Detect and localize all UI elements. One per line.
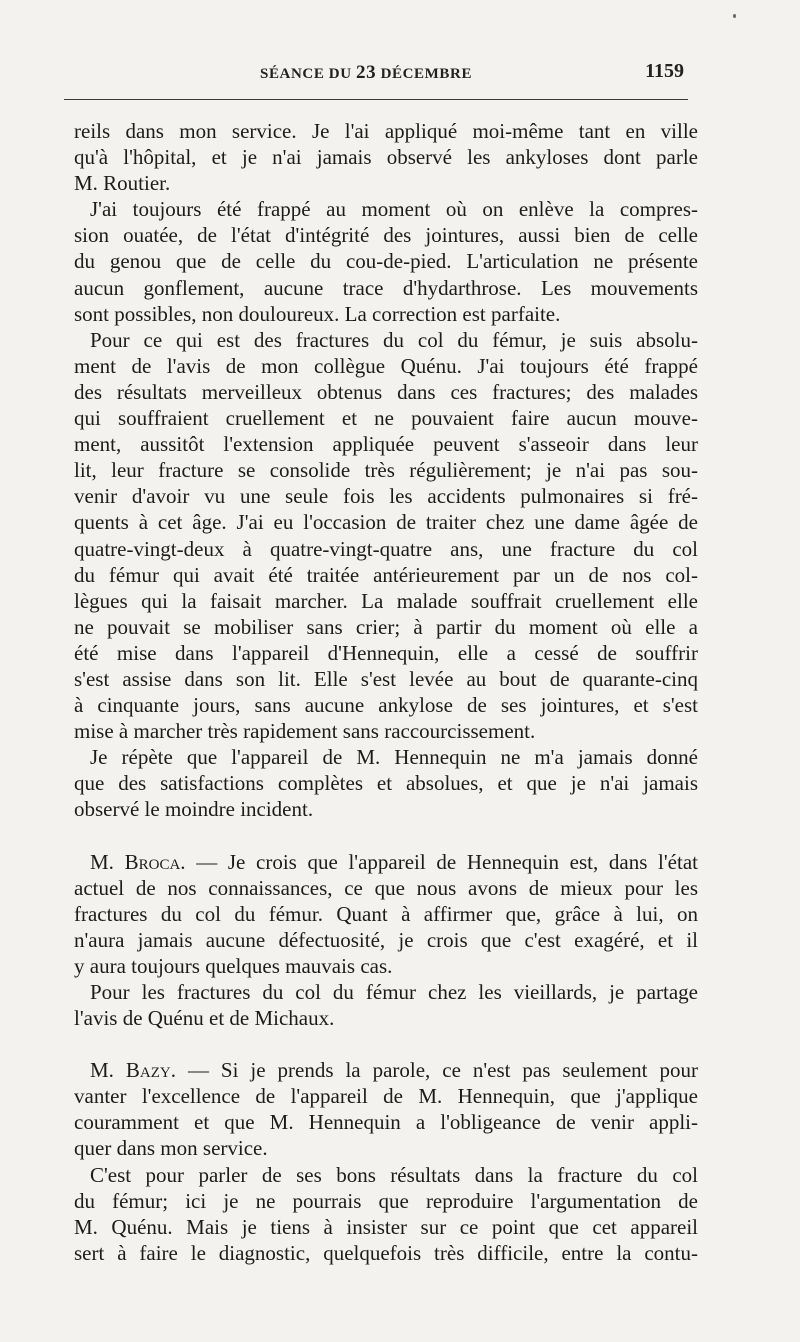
text-line: y aura toujours quelques mauvais cas. [74,953,393,978]
speaker-name: Broca [124,849,181,874]
text-line: mise à marcher très rapidement sans raccourcissement. [74,719,536,744]
text-line: du fémur qui avait été traitée antérieurement par un de nos col- [74,562,698,587]
text-line: sont possibles, non douloureux. La correction est parfaite. [74,301,561,326]
text-line: du fémur; ici je ne pourrais que reproduire l'argumentation de [74,1188,698,1213]
header-rule [64,99,688,100]
text-line: vanter l'excellence de l'appareil de M. Hennequin, que j'applique [74,1084,698,1109]
text-line: aucun gonflement, aucune trace d'hydarthrose. Les mouvements [74,275,698,300]
text-line: quer dans mon service. [74,1136,268,1161]
text-line: Je répète que l'appareil de M. Hennequin ne m'a jamais donné [90,745,698,770]
paragraph-3 [74,327,698,745]
text-line: l'avis de Quénu et de Michaux. [74,1006,335,1031]
text-line: à cinquante jours, sans aucune ankylose de ses jointures, et s'est [74,693,698,718]
body-text [74,118,698,1266]
text-line: été mise dans l'appareil d'Hennequin, elle a cessé de souffrir [74,640,698,665]
text-line: quents à cet âge. J'ai eu l'occasion de traiter chez une dame âgée de [74,510,698,535]
text-line: ne pouvait se mobiliser sans crier; à partir du moment où elle a [74,614,698,639]
text-line: M. Bazy. — Si je prends la parole, ce n'est pas seulement pour [90,1058,698,1083]
text-line: des résultats merveilleux obtenus dans ces fractures; des malades [74,379,698,404]
text-line: M. Broca. — Je crois que l'appareil de Hennequin est, dans l'état [90,849,698,874]
text-line: M. Quénu. Mais je tiens à insister sur ce point que cet appareil [74,1214,698,1239]
text-line: lit, leur fracture se consolide très régulièrement; je n'ai pas sou- [74,458,698,483]
text-line: quatre-vingt-deux à quatre-vingt-quatre ans, une fracture du col [74,536,698,561]
bazy-intervention [74,1057,698,1266]
paragraph-4 [74,744,698,822]
page-header [74,58,706,88]
text-line: lègues qui la faisait marcher. La malade souffrait cruellement elle [74,588,698,613]
text-line: M. Routier. [74,171,171,196]
speaker-name: Bazy [125,1058,171,1083]
text-line: qui souffraient cruellement et ne pouvaient faire aucun mouve- [74,406,698,431]
text-line: venir d'avoir vu une seule fois les accidents pulmonaires si fré- [74,484,698,509]
text-line: reils dans mon service. Je l'ai appliqué moi-même tant en ville [74,119,698,143]
text-line: sion ouatée, de l'état d'intégrité des jointures, aussi bien de celle [74,223,698,248]
section-gap [74,823,698,849]
text-line: n'aura jamais aucune défectuosité, je crois que c'est exagéré, et il [74,927,698,952]
paragraph-2 [74,196,698,326]
text-line: observé le moindre incident. [74,797,314,822]
broca-intervention [74,849,698,1032]
text-line: Pour ce qui est des fractures du col du fémur, je suis absolu- [90,327,698,352]
text-line: qu'à l'hôpital, et je n'ai jamais observé les ankyloses dont parle [74,145,698,170]
text-line: ment, aussitôt l'extension appliquée peuvent s'asseoir dans leur [74,432,698,457]
text-line: ment de l'avis de mon collègue Quénu. J'ai toujours été frappé [74,353,698,378]
paragraph-1 [74,118,698,196]
text-line: que des satisfactions complètes et absolues, et que je n'ai jamais [74,771,698,796]
text-line: actuel de nos connaissances, ce que nous avons de mieux pour les [74,875,698,900]
ink-speck [733,14,736,18]
text-line: Pour les fractures du col du fémur chez les vieillards, je partage [90,980,698,1004]
text-line: C'est pour parler de ses bons résultats dans la fracture du col [90,1162,698,1187]
text-line: fractures du col du fémur. Quant à affirmer que, grâce à lui, on [74,901,698,926]
page-number: 1159 [645,60,684,82]
section-gap [74,1031,698,1057]
text-line: J'ai toujours été frappé au moment où on enlève la compres- [90,197,698,222]
text-line: couramment et que M. Hennequin a l'obligeance de venir appli- [74,1110,698,1135]
running-head: SÉANCE DU 23 DÉCEMBRE [260,62,473,83]
text-line: s'est assise dans son lit. Elle s'est levée au bout de quarante-cinq [74,666,698,691]
text-line: du genou que de celle du cou-de-pied. L'articulation ne présente [74,249,698,274]
text-line: sert à faire le diagnostic, quelquefois très difficile, entre la contu- [74,1240,698,1265]
